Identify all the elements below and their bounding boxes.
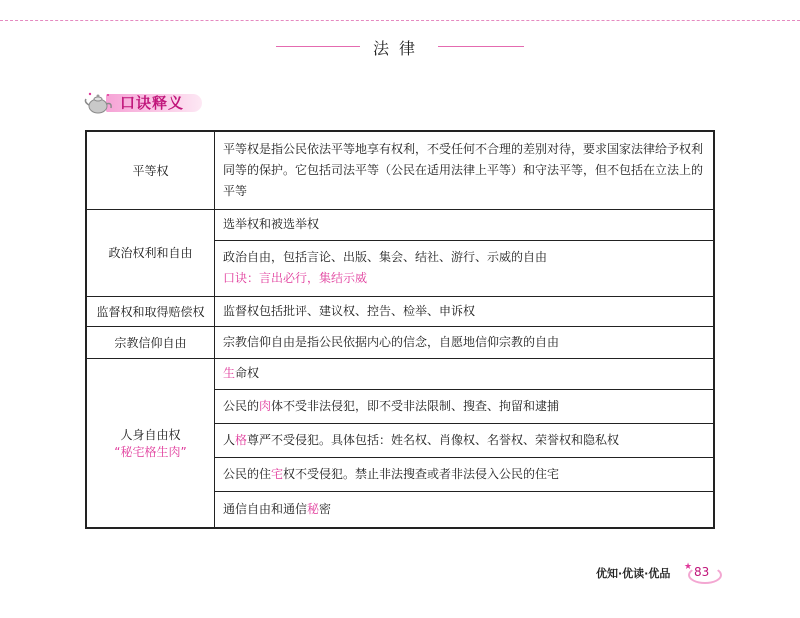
page-header bbox=[0, 34, 800, 58]
table-row bbox=[86, 358, 714, 389]
description-text: 权不受侵犯。禁止非法搜查或者非法侵入公民的住宅 bbox=[283, 466, 560, 481]
highlight-char: 格 bbox=[235, 432, 248, 447]
star-icon: ★ bbox=[684, 562, 693, 572]
table-row bbox=[86, 131, 714, 209]
category-cell: 平等权 bbox=[86, 131, 215, 209]
description-cell bbox=[215, 389, 715, 423]
page-title: 法律 bbox=[372, 39, 425, 58]
description-text: 公民的 bbox=[223, 398, 260, 413]
description-text: 密 bbox=[319, 501, 332, 516]
description-cell bbox=[215, 423, 715, 457]
description-cell: 平等权是指公民依法平等地享有权利，不受任何不合理的差别对待，要求国家法律给予权利同等的保护。它包括司法平等（公民在适用法律上平等）和守法平等，但不包括在立法上的平等 bbox=[215, 131, 715, 209]
description-cell bbox=[215, 358, 715, 389]
mnemonic-text: “秘宅格生肉” bbox=[114, 444, 187, 459]
description-text: 命权 bbox=[235, 366, 260, 380]
highlight-char: 肉 bbox=[259, 398, 272, 413]
header-rule-left bbox=[276, 46, 360, 47]
mnemonic-text: 口诀：言出必行，集结示威 bbox=[223, 271, 368, 285]
description-cell bbox=[215, 457, 715, 491]
description-text: 体不受非法侵犯，即不受非法限制、搜查、拘留和逮捕 bbox=[271, 398, 560, 413]
table-row bbox=[86, 296, 714, 326]
description-cell bbox=[215, 240, 715, 296]
footer-slogan: 优知·优读·优品 bbox=[596, 567, 671, 580]
description-cell bbox=[215, 491, 715, 528]
description-cell: 监督权包括批评、建议权、控告、检举、申诉权 bbox=[215, 296, 715, 326]
description-cell: 选举权和被选举权 bbox=[215, 209, 715, 240]
category-label: 人身自由权 bbox=[120, 427, 181, 442]
page-footer bbox=[596, 562, 726, 584]
section-heading bbox=[84, 90, 204, 116]
top-dashed-border bbox=[0, 20, 800, 21]
category-cell: 宗教信仰自由 bbox=[86, 326, 215, 358]
table-row bbox=[86, 326, 714, 358]
header-rule-right bbox=[438, 46, 524, 47]
description-cell: 宗教信仰自由是指公民依据内心的信念，自愿地信仰宗教的自由 bbox=[215, 326, 715, 358]
section-title: 口诀释义 bbox=[120, 94, 185, 112]
category-cell: 监督权和取得赔偿权 bbox=[86, 296, 215, 326]
highlight-char: 秘 bbox=[307, 501, 320, 516]
highlight-char: 宅 bbox=[271, 466, 284, 481]
description-text: 人 bbox=[223, 432, 236, 447]
category-cell: 政治权利和自由 bbox=[86, 209, 215, 296]
description-text: 公民的住 bbox=[223, 466, 272, 481]
teapot-icon bbox=[84, 90, 114, 116]
category-cell bbox=[86, 358, 215, 528]
table-row bbox=[86, 209, 714, 240]
rights-table bbox=[85, 130, 715, 529]
page-number: 83 bbox=[694, 565, 710, 579]
freedoms-text: 政治自由，包括言论、出版、集会、结社、游行、示威的自由 bbox=[223, 250, 548, 264]
description-text: 通信自由和通信 bbox=[223, 501, 308, 516]
description-text: 尊严不受侵犯。具体包括：姓名权、肖像权、名誉权、荣誉权和隐私权 bbox=[247, 432, 620, 447]
highlight-char: 生 bbox=[223, 366, 236, 380]
